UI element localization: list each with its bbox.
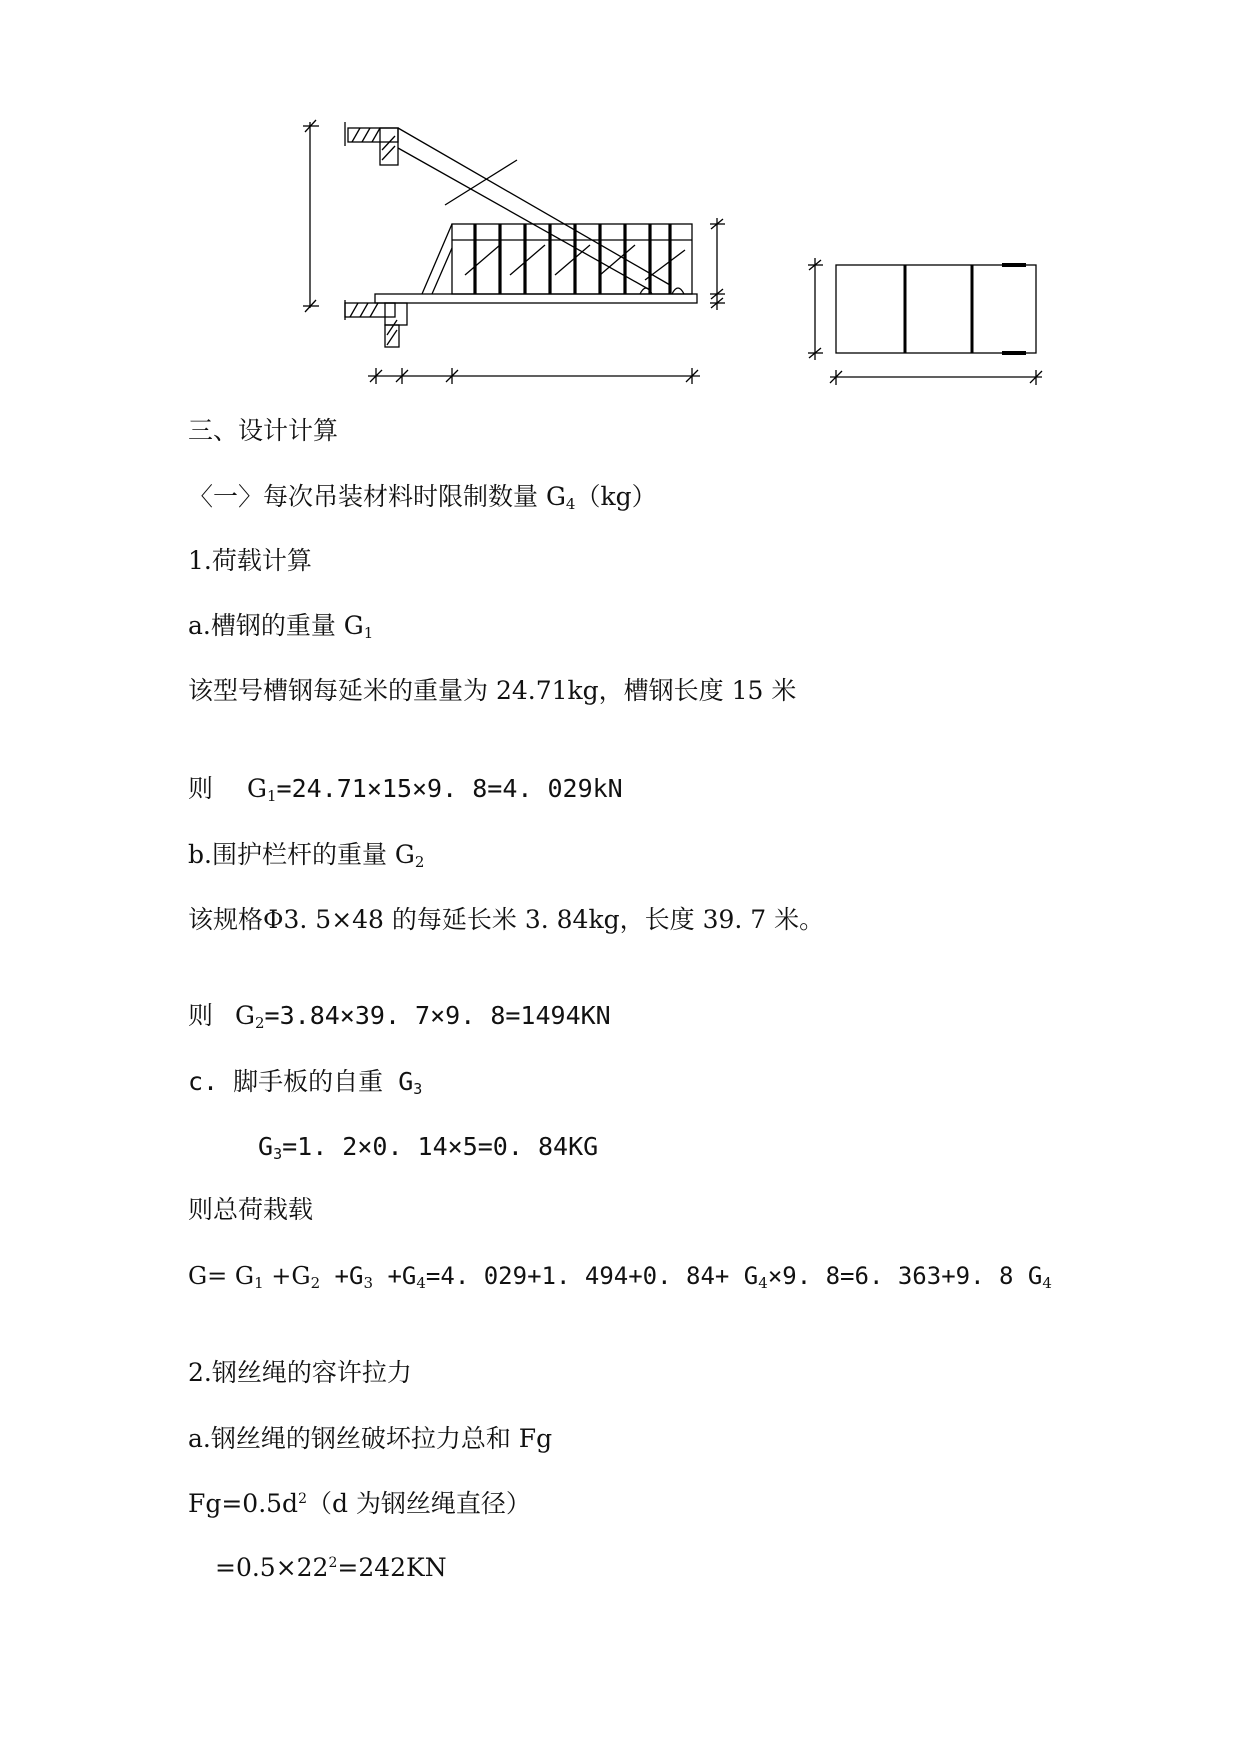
- section-heading: 三、设计计算: [188, 416, 339, 445]
- channel-steel-calc: 则 $G_1=24.71\times 15\times 9$. 8=4. 029kN: [188, 774, 623, 805]
- fg-formula: $Fg=0.5d^2(d$ 为钢丝绳直径）: [188, 1489, 531, 1518]
- scaffold-board-calc: $G_3=1$. 2×0. 14×5=0. 84KG: [258, 1132, 599, 1163]
- total-load-label: 则总荷栽载: [188, 1195, 314, 1224]
- railing-calc: 则 $G_2=3.84\times 39$. 7×9. 8=1494KN: [188, 1001, 611, 1032]
- upper-slab: [345, 122, 398, 165]
- plan-width-dimension: [830, 370, 1042, 385]
- railing-description: 该规格Φ3. 5×48 的每延长米 3. 84kg，长度 39. 7 米。: [188, 905, 825, 934]
- wire-rope-tension-heading: 2.钢丝绳的容许拉力: [188, 1358, 412, 1387]
- stay-cables: [398, 128, 670, 290]
- lower-slab: [345, 294, 697, 347]
- channel-steel-weight-heading: a.槽钢的重量 $G_1$: [188, 611, 374, 642]
- wire-rope-breaking-force-heading: a.钢丝绳的钢丝破坏拉力总和 Fg: [188, 1424, 553, 1453]
- scaffold-board-weight-heading: c. 脚手板的自重 $G_3$: [188, 1067, 423, 1098]
- platform-height-dimension: [710, 218, 725, 310]
- scaffold-diagram: [0, 0, 1241, 400]
- railing-weight-heading: b.围护栏杆的重量 $G_2$: [188, 840, 425, 871]
- railing-posts: [475, 224, 670, 294]
- subsection-heading: 〈一〉每次吊装材料时限制数量 $G_4(kg)$: [188, 482, 657, 513]
- fg-calculation: $=0.5\times 22^2=242KN$: [215, 1553, 447, 1582]
- plan-height-dimension: [808, 258, 823, 360]
- total-load-formula: $G= G_1 +G_2 +G_3 +G_4=4$. 029+1. 494+0. $84+ G_4\times 9$. 8=6. 363+9. 8 $G_4$: [188, 1262, 1052, 1292]
- plan-view: [836, 265, 1036, 353]
- left-height-dimension: [303, 120, 319, 312]
- load-calc-heading: 1.荷载计算: [188, 546, 312, 575]
- bottom-width-dimension: [368, 368, 700, 384]
- channel-steel-description: 该型号槽钢每延米的重量为 24.71kg，槽钢长度 15 米: [188, 676, 797, 705]
